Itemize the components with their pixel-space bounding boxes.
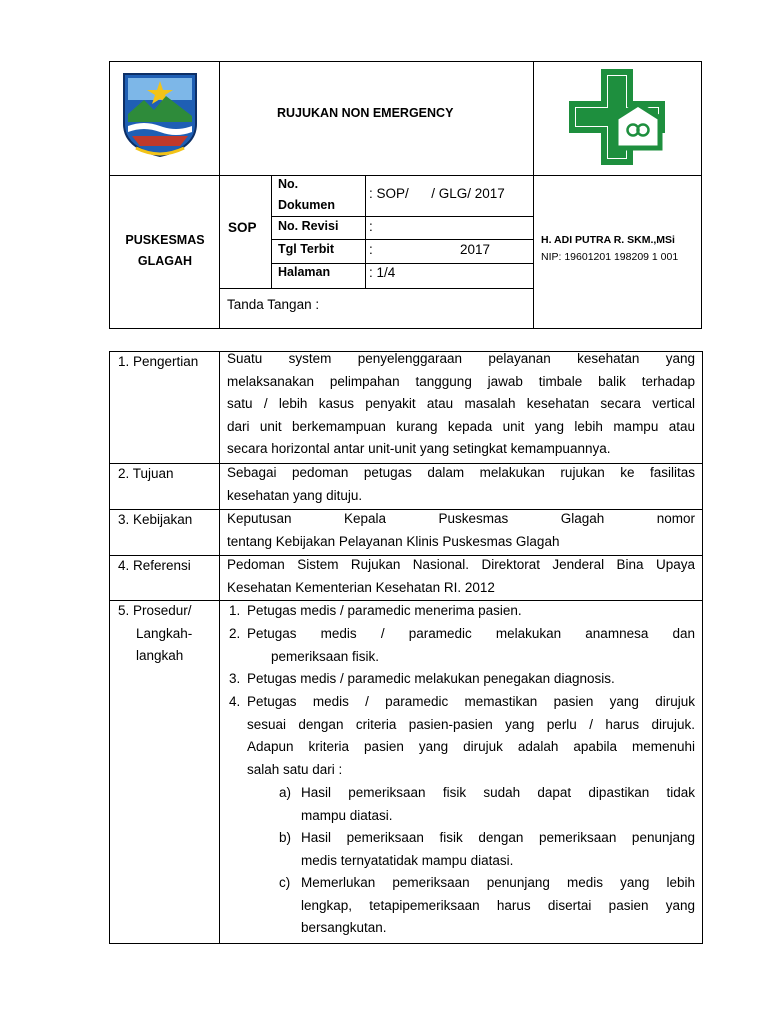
field-value-halaman: : 1/4 xyxy=(369,265,396,280)
sub-step-text: Hasil pemeriksaan fisik dengan pemeriksaan penunjang medis ternyatatidak mampu diatasi. xyxy=(301,830,695,868)
section-body-pengertian: Suatu system penyelenggaraan pelayanan kesehatan yang melaksanakan pelimpahan tanggung jawab timbale balik terhadap satu / lebih kasus penyakit atau masalah kesehatan secara vertical dari unit berkemampuan kurang kepada unit yang lebih mampu atau secara horizontal antar unit-unit yang setingkat kemampuannya. xyxy=(227,351,695,457)
org-name xyxy=(119,230,211,272)
section-label-kebijakan: 3. Kebijakan xyxy=(118,512,193,527)
head-name: H. ADI PUTRA R. SKM.,MSi xyxy=(541,234,675,246)
step-number: 2. xyxy=(229,626,241,641)
sub-step-letter: b) xyxy=(279,830,292,845)
step-number: 4. xyxy=(229,694,241,709)
field-label-no-dokumen: No. Dokumen xyxy=(278,177,335,212)
field-value-tgl-terbit-year: 2017 xyxy=(460,242,491,257)
section-body-referensi: Pedoman Sistem Rujukan Nasional. Direktorat Jenderal Bina Upaya Kesehatan Kementerian Kesehatan RI. 2012 xyxy=(227,557,695,595)
sub-step-letter: c) xyxy=(279,875,291,890)
regional-emblem-logo xyxy=(118,70,202,160)
signature-label: Tanda Tangan : xyxy=(227,297,320,312)
step-number: 3. xyxy=(229,671,241,686)
document-title: RUJUKAN NON EMERGENCY xyxy=(277,106,454,120)
step-text: Petugas medis / paramedic menerima pasien. xyxy=(247,603,522,618)
section-body-kebijakan: Keputusan Kepala Puskesmas Glagah nomor tentang Kebijakan Pelayanan Klinis Puskesmas Glagah xyxy=(227,511,695,549)
org-name-line1: PUSKESMAS xyxy=(125,233,205,247)
step-text: Petugas medis / paramedic melakukan anamnesa dan pemeriksaan fisik. xyxy=(247,626,695,664)
field-label-no-revisi: No. Revisi xyxy=(278,219,339,233)
field-label-halaman: Halaman xyxy=(278,265,331,279)
step-text: Petugas medis / paramedic melakukan penegakan diagnosis. xyxy=(247,671,615,686)
section-label-referensi: 4. Referensi xyxy=(118,558,191,573)
puskesmas-cross-logo xyxy=(568,68,666,166)
field-value-no-dokumen: : SOP/ / GLG/ 2017 xyxy=(369,186,505,201)
org-name-line2: GLAGAH xyxy=(137,254,193,268)
sub-step-text: Memerlukan pemeriksaan penunjang medis yang lebih lengkap, tetapipemeriksaan harus disertai pasien yang bersangkutan. xyxy=(301,875,695,936)
field-value-no-revisi: : xyxy=(369,219,373,234)
section-label-pengertian: 1. Pengertian xyxy=(118,354,199,369)
step-text: Petugas medis / paramedic memastikan pasien yang dirujuk sesuai dengan criteria pasien-pasien yang perlu / harus dirujuk. Adapun kriteria pasien yang dirujuk adalah apabila memenuhi salah satu dari : xyxy=(247,694,695,777)
sop-label: SOP xyxy=(228,220,257,235)
field-value-tgl-terbit-colon: : xyxy=(369,242,373,257)
head-nip: NIP: 19601201 198209 1 001 xyxy=(541,251,679,263)
section-label-tujuan: 2. Tujuan xyxy=(118,466,174,481)
step-number: 1. xyxy=(229,603,241,618)
sub-step-letter: a) xyxy=(279,785,292,800)
section-label-prosedur: 5. Prosedur/ Langkah- langkah xyxy=(118,603,193,664)
section-body-tujuan: Sebagai pedoman petugas dalam melakukan rujukan ke fasilitas kesehatan yang dituju. xyxy=(227,465,695,503)
sub-step-text: Hasil pemeriksaan fisik sudah dapat dipastikan tidak mampu diatasi. xyxy=(301,785,695,823)
field-label-tgl-terbit: Tgl Terbit xyxy=(278,242,335,256)
